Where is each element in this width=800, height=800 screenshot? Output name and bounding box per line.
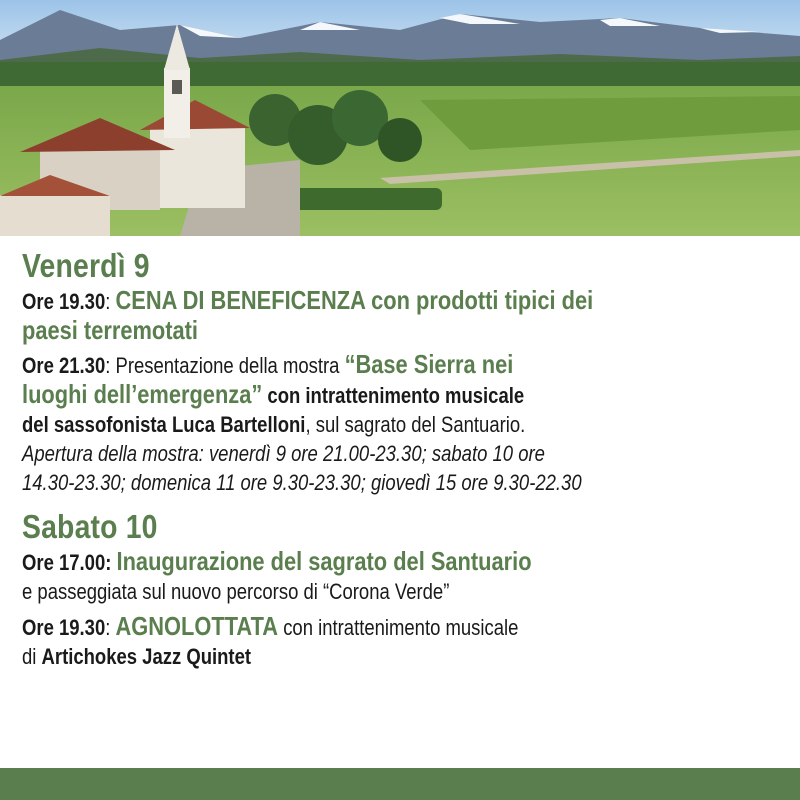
treeline — [0, 62, 800, 88]
event-detail: con intrattenimento musicale — [278, 615, 519, 640]
event-location: , sul sagrato del Santuario. — [305, 412, 526, 437]
tree — [378, 118, 422, 162]
exhibition-title-cont: luoghi dell’emergenza” — [22, 379, 263, 409]
performer: Artichokes Jazz Quintet — [41, 644, 252, 669]
event-time: Ore 17.00: — [22, 550, 112, 575]
separator: : — [105, 615, 116, 640]
bell-tower — [164, 68, 190, 138]
event-title: Inaugurazione del sagrato del Santuario — [116, 546, 532, 576]
event-line — [22, 380, 669, 410]
event-line — [22, 316, 669, 346]
church-building — [150, 128, 245, 208]
event-title-cont: con prodotti tipici dei — [365, 285, 594, 315]
event-detail: e passeggiata sul nuovo percorso di “Corona Verde” — [22, 579, 450, 604]
event-detail: con intrattenimento musicale — [262, 383, 525, 408]
sanctuary-landscape-photo — [0, 0, 800, 236]
outbuilding — [0, 195, 110, 236]
event-time: Ore 19.30 — [22, 289, 106, 314]
performer: del sassofonista Luca Bartelloni — [22, 412, 306, 437]
separator: : — [105, 289, 116, 314]
bottom-green-bar — [0, 768, 800, 800]
event-prefix: di — [22, 644, 42, 669]
bell-window — [172, 80, 182, 94]
event-time: Ore 19.30 — [22, 615, 106, 640]
event-line — [22, 410, 669, 439]
event-time: Ore 21.30 — [22, 353, 106, 378]
exhibition-hours: 14.30-23.30; domenica 11 ore 9.30-23.30; giovedì 15 ore 9.30-22.30 — [22, 470, 582, 495]
event-title-cont: paesi terremotati — [22, 315, 199, 345]
event-title: AGNOLOTTATA — [115, 611, 279, 641]
event-line — [22, 642, 669, 671]
event-program — [22, 246, 792, 671]
event-line — [22, 286, 669, 316]
event-intro: Presentazione della mostra — [115, 353, 345, 378]
day-heading-saturday: Sabato 10 — [22, 508, 158, 545]
event-line — [22, 547, 669, 577]
separator: : — [105, 353, 116, 378]
event-title: CENA DI BENEFICENZA — [115, 285, 366, 315]
exhibition-hours: Apertura della mostra: venerdì 9 ore 21.00-23.30; sabato 10 ore — [22, 441, 545, 466]
exhibition-title: “Base Sierra nei — [344, 349, 514, 379]
event-line — [22, 577, 669, 606]
event-line — [22, 612, 669, 642]
day-heading-friday: Venerdì 9 — [22, 247, 150, 284]
event-line — [22, 350, 669, 380]
